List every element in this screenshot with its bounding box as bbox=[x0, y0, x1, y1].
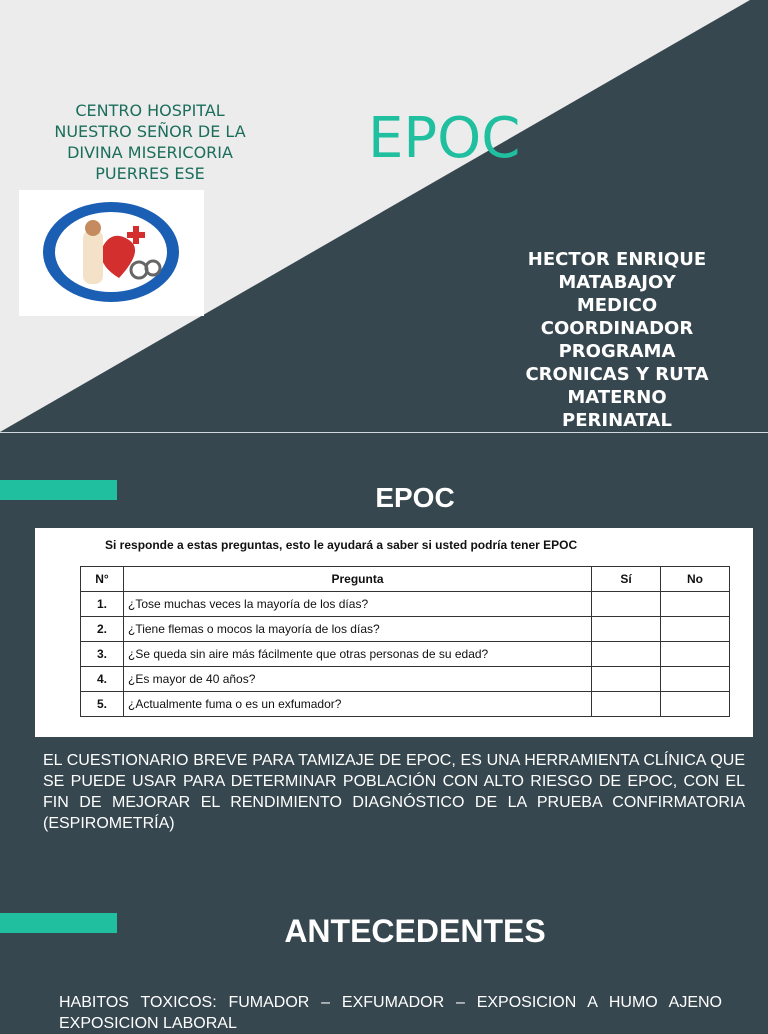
header-number: N° bbox=[81, 567, 124, 592]
yes-cell bbox=[592, 667, 661, 692]
slide-divider bbox=[0, 432, 768, 433]
table-caption: Si responde a estas preguntas, esto le ayudará a saber si usted podría tener EPOC bbox=[105, 538, 578, 552]
author-line: MATERNO bbox=[567, 387, 667, 408]
slide-title: EPOC bbox=[375, 482, 455, 513]
organization-line: CENTRO HOSPITAL bbox=[75, 101, 225, 120]
author-line: PROGRAMA bbox=[558, 341, 676, 362]
table-header-row bbox=[81, 567, 730, 592]
row-question: ¿Tose muchas veces la mayoría de los días? bbox=[124, 592, 592, 617]
row-question: ¿Actualmente fuma o es un exfumador? bbox=[124, 692, 592, 717]
table-row bbox=[81, 617, 730, 642]
row-question: ¿Tiene flemas o mocos la mayoría de los días? bbox=[124, 617, 592, 642]
description-paragraph: EL CUESTIONARIO BREVE PARA TAMIZAJE DE EPOC, ES UNA HERRAMIENTA CLÍNICA QUE SE PUEDE USAR PARA DETERMINAR POBLACIÓN CON ALTO RIESGO DE EPOC, CON EL FIN DE MEJORAR EL RENDIMIENTO DIAGNÓSTICO DE LA PRUEBA CONFIRMATORIA (ESPIROMETRÍA) bbox=[43, 752, 745, 832]
yes-cell bbox=[592, 592, 661, 617]
no-cell bbox=[661, 617, 730, 642]
author-line: CRONICAS Y RUTA bbox=[525, 364, 709, 385]
table-row bbox=[81, 592, 730, 617]
author-line: MEDICO bbox=[576, 295, 658, 316]
yes-cell bbox=[592, 692, 661, 717]
questionnaire-table bbox=[80, 566, 730, 717]
header-no: No bbox=[661, 567, 730, 592]
antecedents-paragraph: HABITOS TOXICOS: FUMADOR – EXFUMADOR – EXPOSICION A HUMO AJENO EXPOSICION LABORAL bbox=[59, 994, 722, 1032]
row-number: 2. bbox=[81, 617, 124, 642]
author-line: COORDINADOR bbox=[540, 318, 694, 339]
table-row bbox=[81, 692, 730, 717]
organization-line: PUERRES ESE bbox=[95, 164, 205, 183]
no-cell bbox=[661, 667, 730, 692]
row-number: 3. bbox=[81, 642, 124, 667]
header-question: Pregunta bbox=[124, 567, 592, 592]
row-number: 1. bbox=[81, 592, 124, 617]
row-question: ¿Es mayor de 40 años? bbox=[124, 667, 592, 692]
row-number: 4. bbox=[81, 667, 124, 692]
author-line: HECTOR ENRIQUE bbox=[527, 249, 707, 270]
title-slide bbox=[0, 0, 768, 432]
hospital-logo bbox=[19, 190, 204, 316]
header-yes: Sí bbox=[592, 567, 661, 592]
organization-name bbox=[30, 100, 270, 184]
table-row bbox=[81, 667, 730, 692]
author-line: MATABAJOY bbox=[558, 272, 676, 293]
author-line: PERINATAL bbox=[562, 410, 672, 431]
row-question: ¿Se queda sin aire más fácilmente que otras personas de su edad? bbox=[124, 642, 592, 667]
presentation-title: EPOC bbox=[368, 106, 521, 171]
table-row bbox=[81, 642, 730, 667]
author-block bbox=[500, 248, 734, 432]
no-cell bbox=[661, 692, 730, 717]
no-cell bbox=[661, 642, 730, 667]
slide-title: ANTECEDENTES bbox=[284, 913, 546, 949]
yes-cell bbox=[592, 617, 661, 642]
organization-line: DIVINA MISERICORIA bbox=[67, 143, 233, 162]
organization-line: NUESTRO SEÑOR DE LA bbox=[54, 122, 246, 141]
row-number: 5. bbox=[81, 692, 124, 717]
no-cell bbox=[661, 592, 730, 617]
yes-cell bbox=[592, 642, 661, 667]
questionnaire-image bbox=[35, 528, 753, 737]
